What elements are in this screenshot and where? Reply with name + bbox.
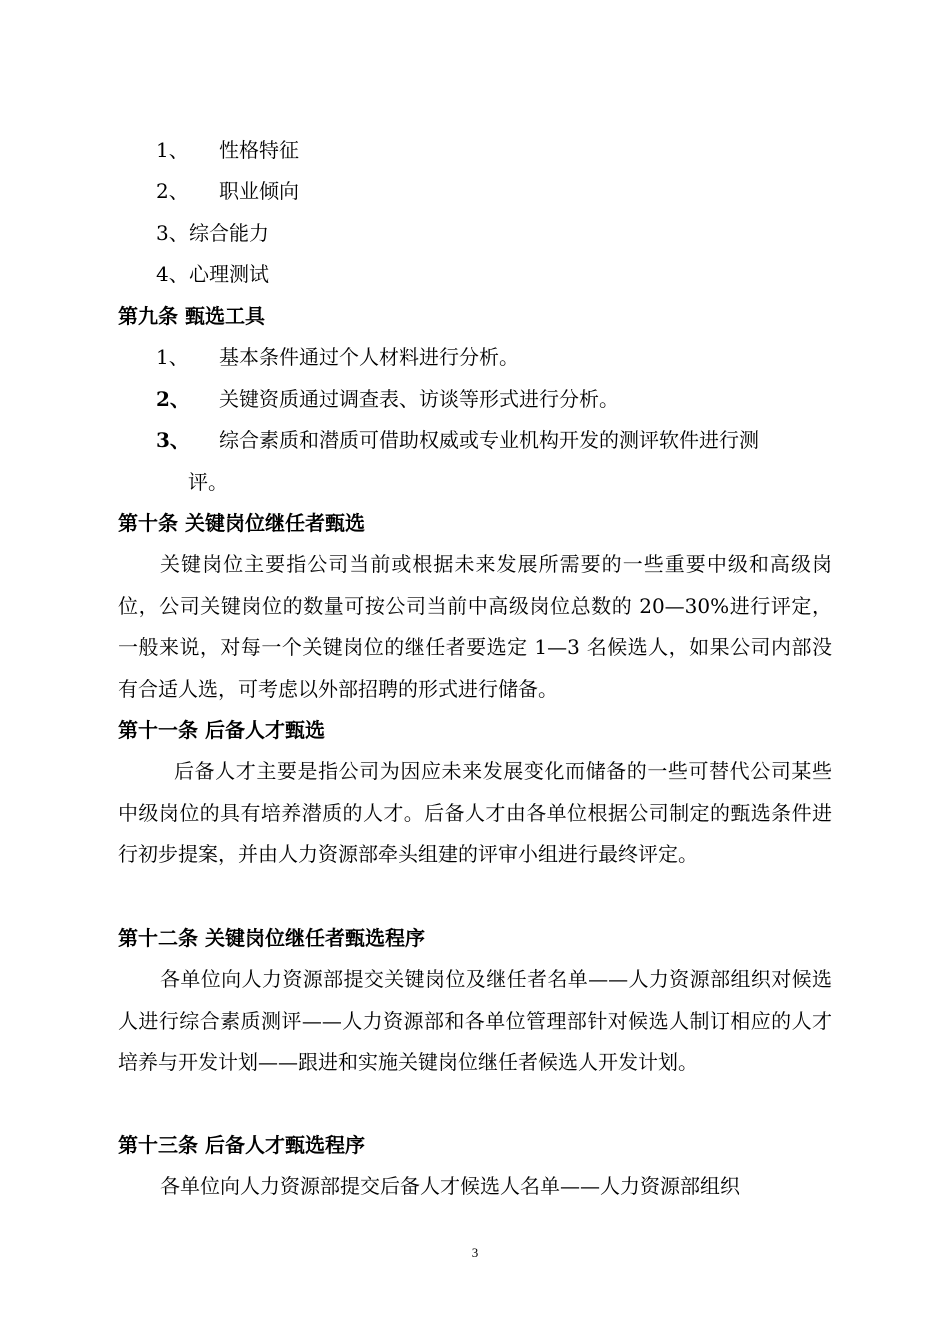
list-text: 综合素质和潜质可借助权威或专业机构开发的测评软件进行测 [219, 428, 759, 452]
article-body: 后备人才主要是指公司为因应未来发展变化而储备的一些可替代公司某些中级岗位的具有培养潜质的人才。后备人才由各单位根据公司制定的甄选条件进行初步提案，并由人力资源部牵头组建的评审小组进行最终评定。 [118, 759, 832, 866]
list-text: 职业倾向 [219, 179, 299, 203]
list-number: 1、 [156, 138, 189, 162]
article-heading: 第十三条 后备人才甄选程序 [118, 1133, 365, 1157]
list-text-continuation: 评。 [188, 470, 228, 494]
page-number: 3 [471, 1245, 479, 1260]
article-body: 关键岗位主要指公司当前或根据未来发展所需要的一些重要中级和高级岗位，公司关键岗位的数量可按公司当前中高级岗位总数的 20—30%进行评定，一般来说，对每一个关键岗位的继任者要选定 1—3 名候选人，如果公司内部没有合适人选，可考虑以外部招聘的形式进行储备。 [118, 552, 832, 701]
article-heading: 第十二条 关键岗位继任者甄选程序 [118, 926, 425, 950]
list-number: 2、 [156, 387, 190, 411]
list-number: 2、 [156, 179, 189, 203]
list-number: 3、 [156, 428, 190, 452]
article-body: 各单位向人力资源部提交关键岗位及继任者名单——人力资源部组织对候选人进行综合素质测评——人力资源部和各单位管理部针对候选人制订相应的人才培养与开发计划——跟进和实施关键岗位继任者候选人开发计划。 [118, 967, 832, 1074]
article-body: 各单位向人力资源部提交后备人才候选人名单——人力资源部组织 [160, 1174, 740, 1198]
article-heading: 第十条 关键岗位继任者甄选 [118, 511, 365, 535]
list-number: 4、 [156, 262, 189, 286]
list-number: 3、 [156, 221, 189, 245]
list-text: 心理测试 [189, 262, 269, 286]
list-number: 1、 [156, 345, 189, 369]
list-text: 性格特征 [219, 138, 299, 162]
list-text: 关键资质通过调查表、访谈等形式进行分析。 [219, 387, 619, 411]
article-heading: 第十一条 后备人才甄选 [118, 718, 325, 742]
article-heading: 第九条 甄选工具 [118, 304, 265, 328]
list-text: 综合能力 [189, 221, 269, 245]
list-text: 基本条件通过个人材料进行分析。 [219, 345, 519, 369]
